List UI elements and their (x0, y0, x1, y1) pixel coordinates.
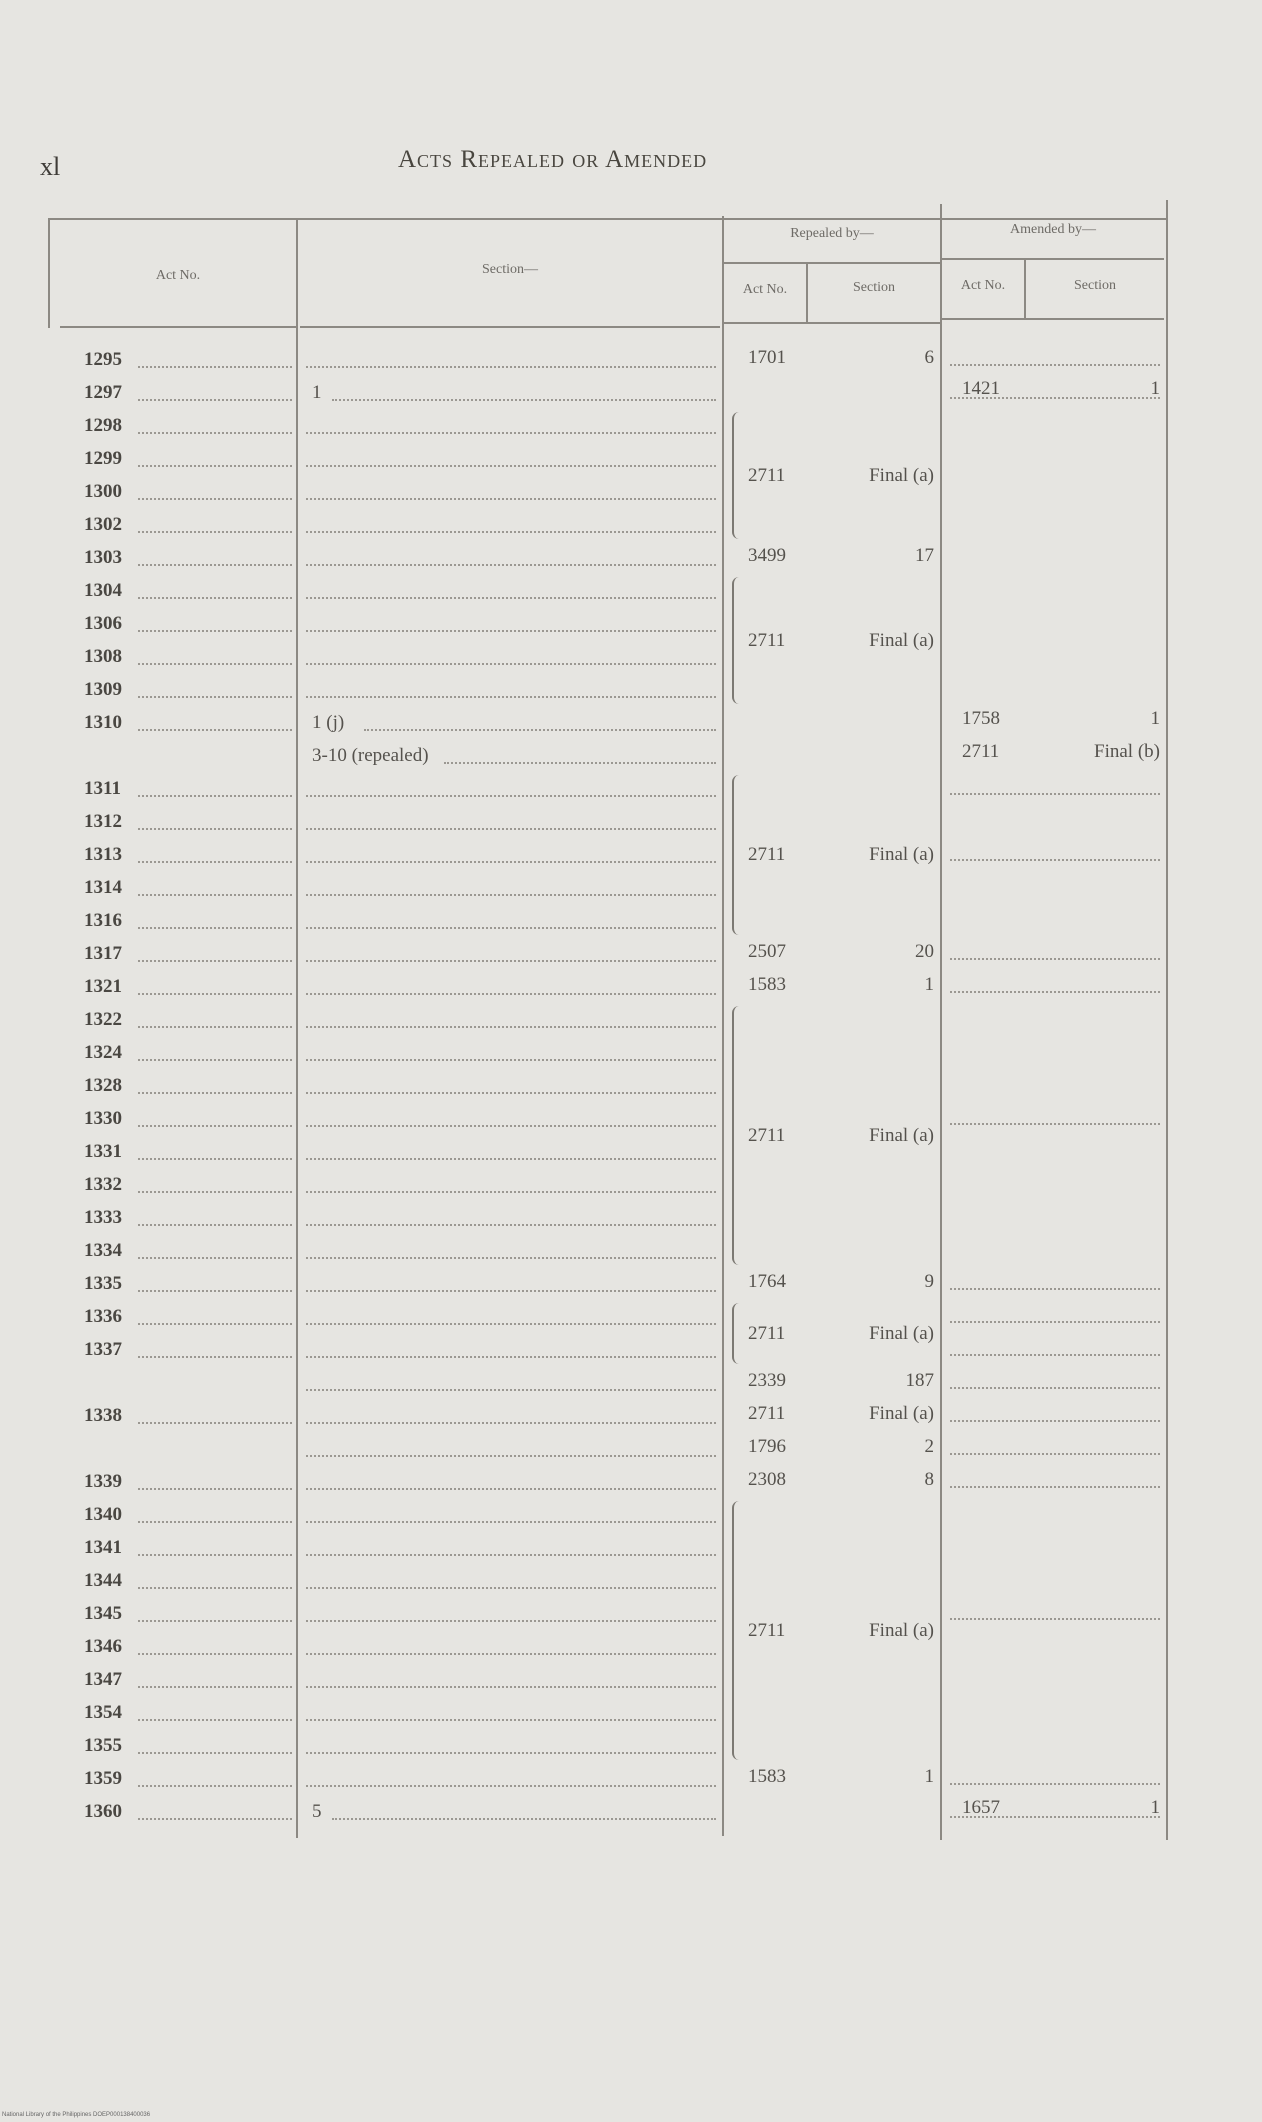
dot-leader (138, 1158, 292, 1160)
dot-leader (364, 729, 716, 731)
repealed-section: Final (a) (869, 629, 934, 651)
dot-leader (950, 1618, 1160, 1620)
dot-leader (138, 1290, 292, 1292)
dot-leader (950, 1387, 1160, 1389)
dot-leader (306, 432, 716, 434)
repealed-section: Final (a) (869, 844, 934, 865)
act-number: 1338 (84, 1405, 122, 1426)
act-number: 1304 (84, 580, 122, 601)
table-rule (60, 326, 296, 328)
dot-leader (138, 1818, 292, 1820)
dot-leader (306, 1488, 716, 1490)
repealed-act-number: 3499 (748, 545, 786, 566)
act-number: 1302 (84, 514, 122, 535)
dot-leader (138, 1686, 292, 1688)
dot-leader (306, 1389, 716, 1391)
dot-leader (306, 894, 716, 896)
repealed-section: Final (a) (869, 1124, 934, 1146)
dot-leader (138, 465, 292, 467)
repealed-act-number: 2711 (748, 1619, 786, 1641)
table-rule (942, 318, 1164, 320)
header-amended-by: Amended by— (1010, 222, 1096, 237)
repealed-act-number: 2711 (748, 844, 786, 865)
act-number: 1333 (84, 1207, 122, 1228)
dot-leader (306, 828, 716, 830)
act-number: 1316 (84, 910, 122, 931)
repealed-section: 17 (915, 545, 934, 566)
act-number: 1312 (84, 811, 122, 832)
group-brace (732, 577, 742, 704)
table-rule (296, 218, 298, 1838)
table-rule (722, 216, 724, 1836)
repealed-section: 2 (924, 1436, 934, 1457)
repealed-section: 1 (924, 1766, 934, 1787)
repealed-act-number: 1583 (748, 974, 786, 995)
dot-leader (138, 795, 292, 797)
act-number: 1336 (84, 1306, 122, 1327)
repealed-act-number: 1701 (748, 347, 786, 368)
group-brace (732, 1501, 742, 1760)
dot-leader (306, 366, 716, 368)
repealed-act-number: 2308 (748, 1469, 786, 1490)
repealed-act-number: 2711 (748, 1403, 786, 1424)
group-brace (732, 775, 742, 935)
act-number: 1295 (84, 349, 122, 370)
dot-leader (306, 564, 716, 566)
table-rule (48, 218, 1166, 220)
page-title: Acts Repealed or Amended (398, 146, 708, 173)
dot-leader (138, 498, 292, 500)
dot-leader (306, 861, 716, 863)
dot-leader (332, 1818, 716, 1820)
section-text: 3-10 (repealed) (312, 745, 429, 766)
dot-leader (950, 1321, 1160, 1323)
dot-leader (138, 1191, 292, 1193)
act-number: 1297 (84, 382, 122, 403)
dot-leader (138, 432, 292, 434)
dot-leader (306, 1455, 716, 1457)
act-number: 1334 (84, 1240, 122, 1261)
act-number: 1309 (84, 679, 122, 700)
dot-leader (138, 597, 292, 599)
dot-leader (138, 531, 292, 533)
dot-leader (950, 364, 1160, 366)
dot-leader (306, 1620, 716, 1622)
repealed-act-number: 2711 (748, 629, 786, 651)
dot-leader (332, 399, 716, 401)
dot-leader (950, 1288, 1160, 1290)
act-number: 1347 (84, 1669, 122, 1690)
header-amd-section: Section (1074, 278, 1116, 293)
dot-leader (306, 1224, 716, 1226)
act-number: 1359 (84, 1768, 122, 1789)
header-rep-section: Section (853, 280, 895, 295)
section-text: 5 (312, 1801, 322, 1822)
repealed-section: 187 (905, 1370, 934, 1391)
dot-leader (138, 1785, 292, 1787)
dot-leader (306, 630, 716, 632)
header-repealed-by: Repealed by— (790, 226, 874, 241)
group-brace (732, 412, 742, 539)
dot-leader (306, 1323, 716, 1325)
dot-leader (138, 696, 292, 698)
dot-leader (138, 993, 292, 995)
dot-leader (138, 1356, 292, 1358)
dot-leader (306, 1092, 716, 1094)
act-number: 1360 (84, 1801, 122, 1822)
table-rule (940, 204, 942, 1840)
dot-leader (306, 960, 716, 962)
header-act-no: Act No. (155, 268, 201, 283)
section-text: 1 (312, 382, 322, 403)
repealed-section: 9 (924, 1271, 934, 1292)
act-number: 1340 (84, 1504, 122, 1525)
amended-section: 1 (1150, 708, 1160, 729)
footer-credit: National Library of the Philippines DOEP000138400036 (2, 2112, 151, 2118)
act-number: 1321 (84, 976, 122, 997)
group-brace (732, 1006, 742, 1265)
table-rule (300, 326, 720, 328)
dot-leader (138, 1719, 292, 1721)
dot-leader (306, 1719, 716, 1721)
dot-leader (306, 663, 716, 665)
act-number: 1337 (84, 1339, 122, 1360)
dot-leader (138, 1587, 292, 1589)
act-number: 1306 (84, 613, 122, 634)
table-rule (48, 218, 50, 328)
dot-leader (138, 1554, 292, 1556)
dot-leader (138, 1257, 292, 1259)
dot-leader (444, 762, 716, 764)
act-number: 1355 (84, 1735, 122, 1756)
repealed-act-number: 1796 (748, 1436, 786, 1457)
act-number: 1299 (84, 448, 122, 469)
dot-leader (138, 1488, 292, 1490)
dot-leader (306, 1191, 716, 1193)
dot-leader (138, 960, 292, 962)
dot-leader (138, 1422, 292, 1424)
dot-leader (138, 366, 292, 368)
dot-leader (306, 1422, 716, 1424)
dot-leader (950, 1354, 1160, 1356)
dot-leader (138, 564, 292, 566)
amended-act-number: 1758 (962, 708, 1000, 729)
dot-leader (950, 1453, 1160, 1455)
repealed-act-number: 1583 (748, 1766, 786, 1787)
section-text: 1 (j) (312, 712, 345, 733)
dot-leader (306, 1158, 716, 1160)
act-number: 1328 (84, 1075, 122, 1096)
act-number: 1324 (84, 1042, 122, 1063)
act-number: 1335 (84, 1273, 122, 1294)
dot-leader (138, 1323, 292, 1325)
dot-leader (950, 991, 1160, 993)
repealed-section: Final (a) (869, 1403, 934, 1424)
dot-leader (306, 1026, 716, 1028)
repealed-section: Final (a) (869, 1322, 934, 1344)
act-number: 1303 (84, 547, 122, 568)
dot-leader (138, 1521, 292, 1523)
amended-act-number: 2711 (962, 741, 1000, 762)
dot-leader (306, 1587, 716, 1589)
dot-leader (306, 1653, 716, 1655)
act-number: 1311 (84, 778, 121, 799)
dot-leader (138, 894, 292, 896)
header-amd-act-no: Act No. (960, 278, 1006, 293)
dot-leader (950, 793, 1160, 795)
dot-leader (138, 1092, 292, 1094)
dot-leader (950, 1816, 1160, 1818)
dot-leader (306, 1356, 716, 1358)
dot-leader (138, 861, 292, 863)
act-number: 1313 (84, 844, 122, 865)
repealed-section: Final (a) (869, 464, 934, 486)
table-rule (942, 258, 1164, 260)
dot-leader (138, 729, 292, 731)
table-rule (806, 264, 808, 324)
dot-leader (306, 1785, 716, 1787)
dot-leader (306, 1290, 716, 1292)
act-number: 1330 (84, 1108, 122, 1129)
dot-leader (306, 1554, 716, 1556)
act-number: 1344 (84, 1570, 122, 1591)
amended-section: 1 (1150, 378, 1160, 399)
table-rule (724, 262, 940, 264)
dot-leader (306, 1257, 716, 1259)
dot-leader (306, 1521, 716, 1523)
header-rep-act-no: Act No. (742, 282, 788, 297)
dot-leader (306, 531, 716, 533)
act-number: 1339 (84, 1471, 122, 1492)
act-number: 1322 (84, 1009, 122, 1030)
repealed-act-number: 2711 (748, 1124, 786, 1146)
amended-act-number: 1421 (962, 378, 1000, 399)
dot-leader (306, 465, 716, 467)
table-rule (1024, 260, 1026, 320)
act-number: 1341 (84, 1537, 122, 1558)
dot-leader (306, 1125, 716, 1127)
dot-leader (138, 663, 292, 665)
repealed-act-number: 2507 (748, 941, 786, 962)
dot-leader (306, 1059, 716, 1061)
group-brace (732, 1303, 742, 1364)
dot-leader (138, 1620, 292, 1622)
amended-act-number: 1657 (962, 1797, 1000, 1818)
act-number: 1310 (84, 712, 122, 733)
repealed-section: 8 (924, 1469, 934, 1490)
dot-leader (306, 597, 716, 599)
dot-leader (138, 927, 292, 929)
repealed-section: 6 (924, 347, 934, 368)
amended-section: 1 (1150, 1797, 1160, 1818)
repealed-act-number: 2339 (748, 1370, 786, 1391)
repealed-act-number: 2711 (748, 1322, 786, 1344)
dot-leader (306, 795, 716, 797)
act-number: 1345 (84, 1603, 122, 1624)
dot-leader (138, 1653, 292, 1655)
dot-leader (950, 1486, 1160, 1488)
act-number: 1300 (84, 481, 122, 502)
repealed-section: Final (a) (869, 1619, 934, 1641)
dot-leader (138, 1059, 292, 1061)
act-number: 1331 (84, 1141, 122, 1162)
repealed-section: 20 (915, 941, 934, 962)
act-number: 1298 (84, 415, 122, 436)
dot-leader (306, 1752, 716, 1754)
dot-leader (950, 1420, 1160, 1422)
dot-leader (306, 927, 716, 929)
act-number: 1354 (84, 1702, 122, 1723)
dot-leader (306, 1686, 716, 1688)
act-number: 1317 (84, 943, 122, 964)
act-number: 1308 (84, 646, 122, 667)
dot-leader (138, 828, 292, 830)
act-number: 1332 (84, 1174, 122, 1195)
dot-leader (950, 958, 1160, 960)
table-rule (724, 322, 940, 324)
dot-leader (306, 498, 716, 500)
amended-section: Final (b) (1094, 741, 1160, 762)
dot-leader (950, 397, 1160, 399)
repealed-act-number: 1764 (748, 1271, 786, 1292)
dot-leader (950, 1123, 1160, 1125)
dot-leader (950, 1783, 1160, 1785)
dot-leader (950, 859, 1160, 861)
dot-leader (138, 1026, 292, 1028)
dot-leader (306, 696, 716, 698)
act-number: 1314 (84, 877, 122, 898)
dot-leader (138, 399, 292, 401)
table-rule (1166, 200, 1168, 1840)
repealed-act-number: 2711 (748, 464, 786, 486)
dot-leader (138, 1752, 292, 1754)
dot-leader (138, 630, 292, 632)
page-number: xl (40, 152, 61, 181)
dot-leader (306, 993, 716, 995)
repealed-section: 1 (924, 974, 934, 995)
act-number: 1346 (84, 1636, 122, 1657)
dot-leader (138, 1224, 292, 1226)
header-section: Section— (482, 262, 538, 277)
dot-leader (138, 1125, 292, 1127)
